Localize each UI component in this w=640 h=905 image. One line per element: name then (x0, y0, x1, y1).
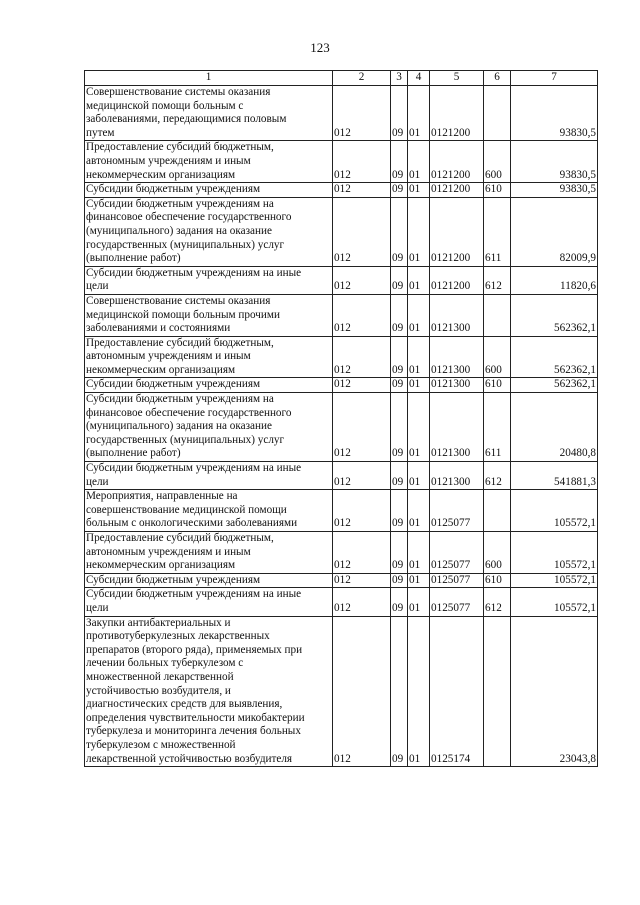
cell-c5: 0121200 (430, 141, 484, 183)
cell-c3: 09 (391, 490, 408, 532)
column-header: 4 (408, 71, 430, 86)
cell-c2: 012 (333, 490, 391, 532)
cell-c4: 01 (408, 490, 430, 532)
cell-c4: 01 (408, 86, 430, 141)
cell-c6: 610 (484, 183, 511, 198)
cell-c7: 562362,1 (511, 336, 598, 378)
table-row (85, 532, 598, 574)
cell-c3: 09 (391, 183, 408, 198)
column-header: 5 (430, 71, 484, 86)
cell-c5: 0121300 (430, 294, 484, 336)
table-row (85, 462, 598, 490)
cell-c7: 105572,1 (511, 490, 598, 532)
cell-c3: 09 (391, 393, 408, 462)
table-row (85, 141, 598, 183)
cell-c5: 0121200 (430, 183, 484, 198)
cell-c5: 0121300 (430, 462, 484, 490)
cell-c5: 0121300 (430, 393, 484, 462)
cell-c5: 0125077 (430, 490, 484, 532)
cell-c2: 012 (333, 378, 391, 393)
row-description: Закупки антибактериальных и противотуберкулезных лекарственных препаратов (второго ряда), применяемых при лечении больных туберкулезом с множественной лекарственной устойчивостью возбудителя, и диагностических средств для выявления, определения чувствительности микобактерии туберкулеза и мониторинга лечения больных туберкулезом с множественной лекарственной устойчивостью возбудителя (85, 616, 333, 767)
cell-c2: 012 (333, 532, 391, 574)
table-row (85, 393, 598, 462)
cell-c6: 611 (484, 393, 511, 462)
row-description: Субсидии бюджетным учреждениям на иные цели (85, 462, 333, 490)
column-header: 3 (391, 71, 408, 86)
row-description: Совершенствование системы оказания медицинской помощи больным прочими заболеваниями и состояниями (85, 294, 333, 336)
budget-table (84, 70, 598, 767)
table-row (85, 378, 598, 393)
cell-c3: 09 (391, 294, 408, 336)
cell-c4: 01 (408, 183, 430, 198)
cell-c3: 09 (391, 573, 408, 588)
cell-c4: 01 (408, 294, 430, 336)
cell-c7: 105572,1 (511, 532, 598, 574)
header-row (85, 71, 598, 86)
cell-c3: 09 (391, 378, 408, 393)
cell-c6: 612 (484, 588, 511, 616)
cell-c2: 012 (333, 141, 391, 183)
cell-c2: 012 (333, 183, 391, 198)
row-description: Субсидии бюджетным учреждениям на финансовое обеспечение государственного (муниципального) задания на оказание государственных (муниципальных) услуг (выполнение работ) (85, 393, 333, 462)
cell-c2: 012 (333, 462, 391, 490)
cell-c6 (484, 616, 511, 767)
cell-c6: 600 (484, 141, 511, 183)
table-row (85, 490, 598, 532)
cell-c5: 0125174 (430, 616, 484, 767)
cell-c6: 612 (484, 462, 511, 490)
cell-c4: 01 (408, 462, 430, 490)
row-description: Мероприятия, направленные на совершенствование медицинской помощи больным с онкологическими заболеваниями (85, 490, 333, 532)
table-row (85, 183, 598, 198)
cell-c5: 0125077 (430, 532, 484, 574)
cell-c5: 0125077 (430, 573, 484, 588)
cell-c6: 600 (484, 336, 511, 378)
cell-c4: 01 (408, 197, 430, 266)
cell-c7: 105572,1 (511, 573, 598, 588)
cell-c3: 09 (391, 588, 408, 616)
row-description: Субсидии бюджетным учреждениям на иные цели (85, 266, 333, 294)
cell-c2: 012 (333, 393, 391, 462)
cell-c7: 11820,6 (511, 266, 598, 294)
cell-c6 (484, 294, 511, 336)
column-header: 2 (333, 71, 391, 86)
cell-c7: 82009,9 (511, 197, 598, 266)
cell-c2: 012 (333, 588, 391, 616)
column-header: 1 (85, 71, 333, 86)
cell-c6: 600 (484, 532, 511, 574)
cell-c7: 23043,8 (511, 616, 598, 767)
cell-c7: 20480,8 (511, 393, 598, 462)
cell-c3: 09 (391, 86, 408, 141)
cell-c3: 09 (391, 616, 408, 767)
cell-c2: 012 (333, 616, 391, 767)
row-description: Предоставление субсидий бюджетным, автономным учреждениям и иным некоммерческим организациям (85, 532, 333, 574)
cell-c3: 09 (391, 336, 408, 378)
table-row (85, 588, 598, 616)
cell-c3: 09 (391, 141, 408, 183)
cell-c5: 0121200 (430, 266, 484, 294)
cell-c3: 09 (391, 266, 408, 294)
row-description: Субсидии бюджетным учреждениям на финансовое обеспечение государственного (муниципального) задания на оказание государственных (муниципальных) услуг (выполнение работ) (85, 197, 333, 266)
cell-c2: 012 (333, 294, 391, 336)
cell-c2: 012 (333, 336, 391, 378)
cell-c7: 93830,5 (511, 183, 598, 198)
cell-c4: 01 (408, 532, 430, 574)
page-number: 123 (310, 40, 330, 55)
cell-c2: 012 (333, 197, 391, 266)
cell-c6: 611 (484, 197, 511, 266)
column-header: 6 (484, 71, 511, 86)
cell-c4: 01 (408, 588, 430, 616)
table-row (85, 266, 598, 294)
cell-c4: 01 (408, 378, 430, 393)
cell-c5: 0121200 (430, 86, 484, 141)
cell-c6 (484, 490, 511, 532)
cell-c7: 562362,1 (511, 294, 598, 336)
column-header: 7 (511, 71, 598, 86)
cell-c7: 93830,5 (511, 141, 598, 183)
cell-c6: 610 (484, 573, 511, 588)
table-body (85, 86, 598, 767)
cell-c2: 012 (333, 86, 391, 141)
row-description: Субсидии бюджетным учреждениям на иные цели (85, 588, 333, 616)
cell-c2: 012 (333, 573, 391, 588)
row-description: Субсидии бюджетным учреждениям (85, 183, 333, 198)
cell-c5: 0121300 (430, 336, 484, 378)
cell-c4: 01 (408, 266, 430, 294)
cell-c3: 09 (391, 532, 408, 574)
cell-c7: 562362,1 (511, 378, 598, 393)
cell-c3: 09 (391, 197, 408, 266)
cell-c4: 01 (408, 141, 430, 183)
cell-c7: 93830,5 (511, 86, 598, 141)
row-description: Предоставление субсидий бюджетным, автономным учреждениям и иным некоммерческим организациям (85, 141, 333, 183)
cell-c7: 541881,3 (511, 462, 598, 490)
cell-c5: 0121200 (430, 197, 484, 266)
row-description: Субсидии бюджетным учреждениям (85, 573, 333, 588)
cell-c2: 012 (333, 266, 391, 294)
table-row (85, 294, 598, 336)
cell-c4: 01 (408, 616, 430, 767)
cell-c4: 01 (408, 336, 430, 378)
table-row (85, 336, 598, 378)
cell-c7: 105572,1 (511, 588, 598, 616)
row-description: Субсидии бюджетным учреждениям (85, 378, 333, 393)
cell-c3: 09 (391, 462, 408, 490)
cell-c5: 0125077 (430, 588, 484, 616)
cell-c5: 0121300 (430, 378, 484, 393)
row-description: Совершенствование системы оказания медицинской помощи больным с заболеваниями, передающимися половым путем (85, 86, 333, 141)
cell-c6: 610 (484, 378, 511, 393)
cell-c4: 01 (408, 393, 430, 462)
cell-c6: 612 (484, 266, 511, 294)
table-row (85, 616, 598, 767)
table-row (85, 86, 598, 141)
table-row (85, 197, 598, 266)
row-description: Предоставление субсидий бюджетным, автономным учреждениям и иным некоммерческим организациям (85, 336, 333, 378)
cell-c4: 01 (408, 573, 430, 588)
cell-c6 (484, 86, 511, 141)
table-row (85, 573, 598, 588)
